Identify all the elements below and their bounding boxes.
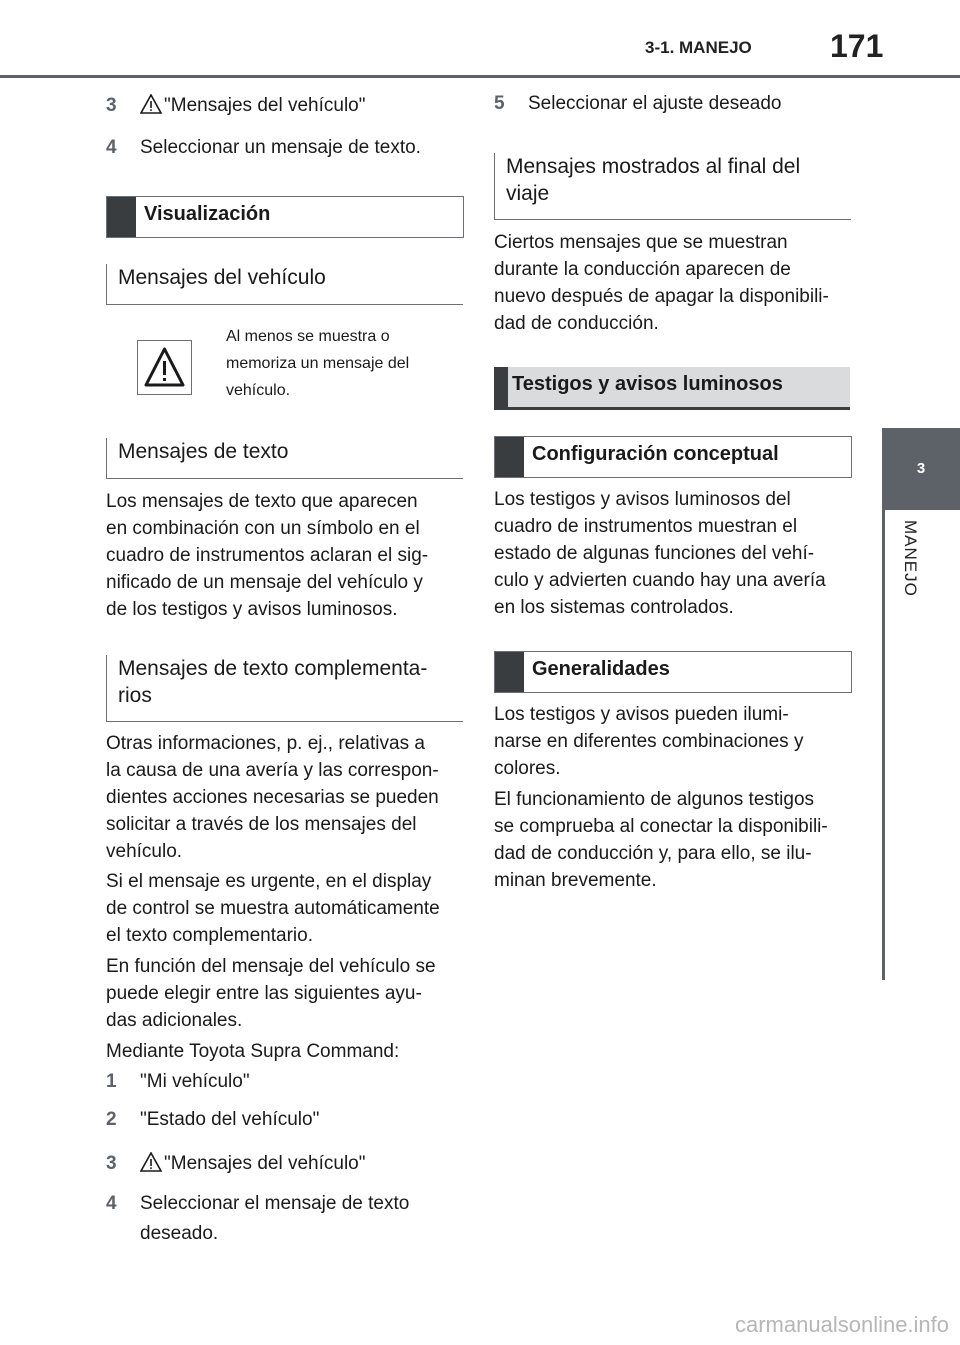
section-heading-configuracion — [494, 436, 852, 478]
section-heading-label: Testigos y avisos luminosos — [512, 373, 783, 395]
paragraph-ciertos — [494, 229, 854, 337]
text-line: el texto complementario. — [106, 925, 313, 946]
paragraph-testigos — [494, 486, 854, 621]
step-5 — [494, 90, 782, 117]
text-line: estado de algunas funciones del vehí- — [494, 543, 815, 564]
text-line: dad de conducción y, para ello, se ilu- — [494, 843, 812, 864]
chapter-tab-label: MANEJO — [901, 520, 920, 597]
text-line: narse en diferentes combinaciones y — [494, 731, 804, 752]
text-line: colores. — [494, 758, 561, 779]
text-line: en los sistemas controlados. — [494, 597, 734, 618]
paragraph-urgente — [106, 868, 466, 949]
step-text: deseado. — [140, 1223, 219, 1244]
step-3-bottom — [106, 1150, 366, 1180]
text-line: de los testigos y avisos luminosos. — [106, 599, 398, 620]
step-text: Seleccionar el mensaje de texto — [140, 1193, 410, 1214]
caption-line: Al menos se muestra o — [226, 328, 390, 345]
step-number: 2 — [106, 1109, 117, 1130]
text-line: dad de conducción. — [494, 313, 659, 334]
text-line: la causa de una avería y las correspon- — [106, 760, 439, 781]
caption-line: vehículo. — [226, 382, 291, 399]
icon-caption — [226, 323, 456, 404]
chapter-title: 3-1. MANEJO — [645, 38, 752, 57]
text-line: das adicionales. — [106, 1010, 243, 1031]
watermark: carmanualsonline.info — [735, 1312, 950, 1337]
text-line: culo y advierten cuando hay una avería — [494, 570, 826, 591]
section-heading-label: Visualización — [144, 203, 271, 225]
subheading-final-viaje — [494, 153, 851, 220]
text-line: Los testigos y avisos pueden ilumi- — [494, 704, 789, 725]
subheading-label: Mensajes de texto — [118, 440, 289, 463]
text-line: nificado de un mensaje del vehículo y — [106, 572, 423, 593]
subheading-complementarios — [106, 655, 463, 722]
text-line: minan brevemente. — [494, 870, 657, 891]
section-heading-label: Configuración conceptual — [532, 443, 779, 465]
text-line: Los mensajes de texto que aparecen — [106, 491, 418, 512]
text-line: Si el mensaje es urgente, en el display — [106, 871, 432, 892]
step-number: 3 — [106, 95, 117, 116]
step-number: 1 — [106, 1071, 117, 1092]
text-line: se comprueba al conectar la disponibili- — [494, 816, 828, 837]
text-line: nuevo después de apagar la disponibili- — [494, 286, 829, 307]
text-line: Ciertos mensajes que se muestran — [494, 232, 788, 253]
subheading-label: Mensajes de texto complementa- — [118, 657, 428, 680]
chapter-tab-strip — [882, 510, 960, 980]
paragraph-mediante: Mediante Toyota Supra Command: — [106, 1041, 400, 1062]
text-line: El funcionamiento de algunos testigos — [494, 789, 815, 810]
text-line: En función del mensaje del vehículo se — [106, 956, 436, 977]
subheading-label: Mensajes del vehículo — [118, 266, 326, 289]
header-rule — [0, 75, 960, 78]
section-heading-label: Generalidades — [532, 658, 670, 680]
chapter-tab[interactable]: 3 — [882, 428, 960, 510]
step-text: Seleccionar un mensaje de texto. — [140, 137, 421, 158]
text-line: en combinación con un símbolo en el — [106, 518, 420, 539]
vehicle-message-warning-icon — [137, 340, 192, 395]
section-heading-visualizacion — [106, 196, 464, 238]
step-number: 3 — [106, 1153, 117, 1174]
text-line: de control se muestra automáticamente — [106, 898, 440, 919]
paragraph-otras — [106, 730, 466, 865]
text-line: durante la conducción aparecen de — [494, 259, 791, 280]
caption-line: memoriza un mensaje del — [226, 355, 410, 372]
paragraph-pueden — [494, 701, 854, 782]
step-text: Seleccionar el ajuste deseado — [528, 93, 782, 114]
step-number: 4 — [106, 1193, 117, 1214]
step-text: "Estado del vehículo" — [140, 1109, 320, 1130]
subheading-label: viaje — [506, 182, 550, 205]
paragraph-texto — [106, 488, 466, 623]
page-number: 171 — [830, 28, 884, 64]
text-line: vehículo. — [106, 841, 183, 862]
paragraph-funcionamiento — [494, 786, 854, 894]
step-text: "Mi vehículo" — [140, 1071, 250, 1092]
text-line: Otras informaciones, p. ej., relativas a — [106, 733, 425, 754]
step-3-top — [106, 92, 366, 122]
text-line: Los testigos y avisos luminosos del — [494, 489, 791, 510]
warning-triangle-icon — [140, 94, 162, 122]
text-line: cuadro de instrumentos muestran el — [494, 516, 798, 537]
step-number: 5 — [494, 93, 505, 114]
text-line: cuadro de instrumentos aclaran el sig- — [106, 545, 429, 566]
subheading-mensajes-texto — [106, 438, 463, 479]
step-4-bottom — [106, 1189, 409, 1249]
step-4-top — [106, 134, 421, 161]
step-number: 4 — [106, 137, 117, 158]
subheading-mensajes-vehiculo — [106, 264, 463, 305]
section-heading-testigos — [494, 367, 850, 410]
text-line: dientes acciones necesarias se pueden — [106, 787, 439, 808]
subheading-label: rios — [118, 684, 152, 707]
section-heading-generalidades — [494, 651, 852, 693]
text-line: solicitar a través de los mensajes del — [106, 814, 417, 835]
paragraph-funcion — [106, 953, 466, 1034]
step-text: "Mensajes del vehículo" — [164, 95, 366, 116]
text-line: puede elegir entre las siguientes ayu- — [106, 983, 422, 1004]
step-text: "Mensajes del vehículo" — [164, 1153, 366, 1174]
step-1 — [106, 1068, 250, 1095]
step-2 — [106, 1106, 319, 1133]
subheading-label: Mensajes mostrados al final del — [506, 155, 801, 178]
warning-triangle-icon — [140, 1152, 162, 1180]
